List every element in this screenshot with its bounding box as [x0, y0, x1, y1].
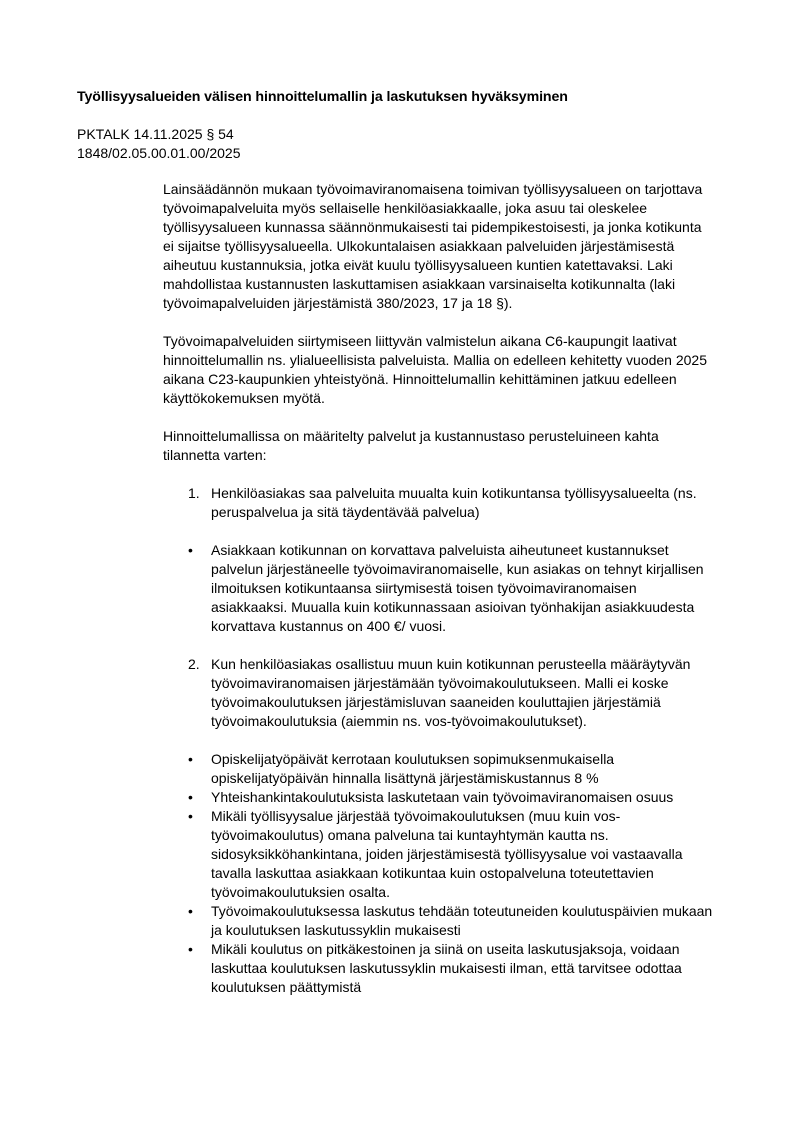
list-number: 1.: [188, 485, 200, 501]
paragraph-legislation: [163, 180, 743, 313]
bullet-icon: •: [188, 903, 193, 919]
text-line: hinnoittelumallin ns. ylialueellisista palveluista. Mallia on edelleen kehitetty vuoden 2025: [163, 352, 707, 368]
text-line: Kun henkilöasiakas osallistuu muun kuin kotikunnan perusteella määräytyvän: [211, 656, 691, 672]
bullet-icon: •: [188, 751, 193, 767]
record-id: 1848/02.05.00.01.00/2025: [77, 145, 241, 161]
text-line: laskuttaa koulutuksen laskutussyklin mukaisesti ilman, että tarvitsee odottaa: [211, 960, 682, 976]
text-line: sidosyksikköhankintana, joiden järjestämisestä työllisyysalue voi vastaavalla: [211, 846, 683, 862]
bullet-item: [163, 788, 743, 807]
text-line: työvoimaviranomaisen järjestämään työvoimakoulutukseen. Malli ei koske: [211, 675, 669, 691]
text-line: työvoimakoulutuksia (aiemmin ns. vos-työvoimakoulutukset).: [211, 713, 587, 729]
text-line: työllisyysalueen kunnassa säännönmukaisesti tai pidempikestoisesti, ja jonka kotikunta: [163, 219, 702, 235]
numbered-item-1: [163, 484, 743, 522]
bullet-item: [163, 750, 743, 788]
text-line: Yhteishankintakoulutuksista laskutetaan vain työvoimaviranomaisen osuus: [211, 789, 674, 805]
text-line: Lainsäädännön mukaan työvoimaviranomaisena toimivan työllisyysalueen on tarjottava: [163, 181, 703, 197]
document-body: [163, 180, 743, 997]
paragraph-pricing-model-scope: [163, 427, 743, 465]
text-line: työvoimakoulutus) omana palveluna tai kuntayhtymän kautta ns.: [211, 827, 609, 843]
text-line: palvelun järjestäneelle työvoimaviranomaiselle, kun asiakas on tehnyt kirjallisen: [211, 561, 704, 577]
bullet-item: [163, 541, 743, 636]
text-line: aikana C23-kaupunkien yhteistyönä. Hinnoittelumallin kehittäminen jatkuu edelleen: [163, 371, 677, 387]
text-line: mahdollistaa kustannusten laskuttamisen asiakkaan varsinaiselta kotikunnalta (laki: [163, 276, 676, 292]
text-line: Opiskelijatyöpäivät kerrotaan koulutuksen sopimuksenmukaisella: [211, 751, 615, 767]
text-line: Asiakkaan kotikunnan on korvattava palveluista aiheutuneet kustannukset: [211, 542, 669, 558]
text-line: käyttökokemuksen myötä.: [163, 390, 325, 406]
paragraph-pricing-model-background: [163, 332, 743, 408]
meeting-reference: PKTALK 14.11.2025 § 54: [77, 126, 234, 142]
bullet-icon: •: [188, 542, 193, 558]
text-line: työvoimakoulutuksien osalta.: [211, 884, 390, 900]
bullet-icon: •: [188, 941, 193, 957]
bullet-icon: •: [188, 789, 193, 805]
text-line: opiskelijatyöpäivän hinnalla lisättynä järjestämiskustannus 8 %: [211, 770, 599, 786]
text-line: Työvoimapalveluiden siirtymiseen liittyvän valmistelun aikana C6-kaupungit laativat: [163, 333, 677, 349]
document-title: Työllisyysalueiden välisen hinnoittelumallin ja laskutuksen hyväksyminen: [77, 89, 568, 105]
text-line: tavalla laskuttaa asiakkaan kotikuntaa kuin ostopalveluna toteutettavien: [211, 865, 654, 881]
text-line: ja koulutuksen laskutussyklin mukaisesti: [211, 922, 461, 938]
text-line: korvattava kustannus on 400 €/ vuosi.: [211, 618, 447, 634]
text-line: Hinnoittelumallissa on määritelty palvelut ja kustannustaso perusteluineen kahta: [163, 428, 659, 444]
text-line: Mikäli työllisyysalue järjestää työvoimakoulutuksen (muu kuin vos-: [211, 808, 621, 824]
text-line: asiakkaaksi. Muualla kuin kotikunnassaan asioivan työnhakijan asiakkuudesta: [211, 599, 695, 615]
text-line: ilmoituksen kotikuntaansa siirtymisestä toisen työvoimaviranomaisen: [211, 580, 637, 596]
list-number: 2.: [188, 656, 200, 672]
text-line: työvoimakoulutuksen järjestämisluvan saaneiden kouluttajien järjestämiä: [211, 694, 661, 710]
bullet-item: [163, 807, 743, 902]
text-line: peruspalvelua ja sitä täydentävää palvelua): [211, 504, 480, 520]
text-line: Henkilöasiakas saa palveluita muualta kuin kotikuntansa työllisyysalueelta (ns.: [211, 485, 697, 501]
bullet-icon: •: [188, 808, 193, 824]
text-line: aiheutuu kustannuksia, jotka eivät kuulu työllisyysalueen kuntien katettavaksi. Laki: [163, 257, 673, 273]
text-line: tilannetta varten:: [163, 447, 267, 463]
document-meta: [77, 125, 241, 163]
bullet-item: [163, 902, 743, 940]
bullet-item: [163, 940, 743, 997]
text-line: ei sijaitse työllisyysalueella. Ulkokuntalaisen asiakkaan palveluiden järjestämisestä: [163, 238, 675, 254]
text-line: Mikäli koulutus on pitkäkestoinen ja siinä on useita laskutusjaksoja, voidaan: [211, 941, 680, 957]
text-line: koulutuksen päättymistä: [211, 979, 362, 995]
text-line: työvoimapalveluita myös sellaiselle henkilöasiakkaalle, joka asuu tai oleskelee: [163, 200, 648, 216]
text-line: Työvoimakoulutuksessa laskutus tehdään toteutuneiden koulutuspäivien mukaan: [211, 903, 713, 919]
text-line: työvoimapalveluiden järjestämistä 380/2023, 17 ja 18 §).: [163, 295, 513, 311]
numbered-item-2: [163, 655, 743, 731]
